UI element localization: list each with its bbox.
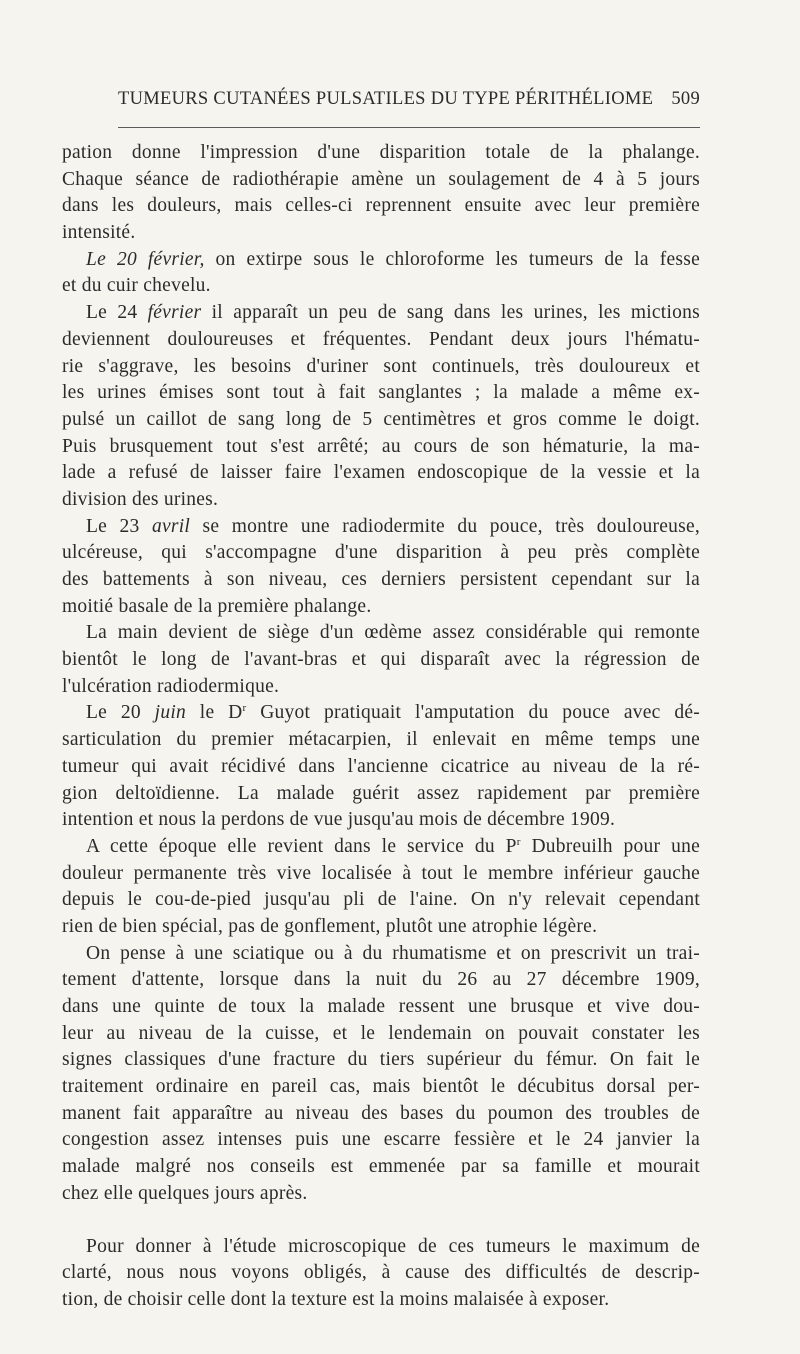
page-number: 509 [671, 89, 700, 109]
text-line [62, 167, 700, 194]
text-line [62, 1127, 700, 1154]
text-run: Pour donner à l'étude microscopique de ces tumeurs le maximum de [86, 1235, 700, 1257]
superscript: r [516, 835, 521, 848]
text-line [62, 300, 700, 327]
text-line [62, 1260, 700, 1287]
text-line [62, 193, 700, 220]
text-line [62, 460, 700, 487]
text-line [62, 567, 700, 594]
text-run: Le 24 [86, 302, 148, 324]
text-line [62, 1047, 700, 1074]
text-line [62, 1154, 700, 1181]
text-line [62, 1101, 700, 1128]
text-line [62, 1234, 700, 1261]
text-line [62, 700, 700, 727]
text-line [62, 247, 700, 274]
text-run: tement d'attente, lorsque dans la nuit du 26 au 27 décembre 1909, [62, 969, 700, 991]
text-run: A cette époque elle revient dans le service du P [86, 835, 517, 857]
text-run: rie s'aggrave, les besoins d'uriner sont continuels, très douloureux et [62, 355, 700, 377]
text-run: Le 23 [86, 515, 152, 537]
text-run: intensité. [62, 222, 136, 244]
text-run: chez elle quelques jours après. [62, 1182, 308, 1204]
header-rule [118, 127, 700, 128]
text-run: intention et nous la perdons de vue jusqu'au mois de décembre 1909. [62, 809, 616, 831]
italic-text: Le 20 février, [86, 248, 205, 270]
text-run: se montre une radiodermite du pouce, très douloureuse, [190, 515, 700, 537]
body-text [62, 140, 700, 1314]
text-run: Puis brusquement tout s'est arrêté; au cours de son hématurie, la ma- [62, 435, 700, 457]
text-run: l'ulcération radiodermique. [62, 675, 280, 697]
text-run: traitement ordinaire en pareil cas, mais bientôt le décubitus dorsal per- [62, 1076, 700, 1098]
text-run: tumeur qui avait récidivé dans l'ancienne cicatrice au niveau de la ré- [62, 755, 700, 777]
text-run: Chaque séance de radiothérapie amène un soulagement de 4 à 5 jours [62, 168, 700, 190]
text-line [62, 967, 700, 994]
text-run: des battements à son niveau, ces derniers persistent cependant sur la [62, 569, 700, 590]
text-line [62, 407, 700, 434]
text-run: malade malgré nos conseils est emmenée par sa famille et mourait [62, 1156, 700, 1178]
text-run: congestion assez intenses puis une escarre fessière et le 24 janvier la [62, 1129, 700, 1151]
text-run: On pense à une sciatique ou à du rhumatisme et on prescrivit un trai- [86, 942, 700, 964]
text-line [62, 834, 700, 861]
text-run: Le 20 [86, 702, 155, 724]
text-run: depuis le cou-de-pied jusqu'au pli de l'aine. On n'y relevait cependant [62, 889, 700, 911]
text-line [62, 887, 700, 914]
italic-text: avril [151, 515, 191, 537]
text-run: sarticulation du premier métacarpien, il enlevait en même temps une [62, 729, 700, 751]
text-run: on extirpe sous le chloroforme les tumeurs de la fesse [204, 248, 700, 270]
text-line [62, 514, 700, 541]
text-run: dans les douleurs, mais celles-ci reprennent ensuite avec leur première [62, 195, 700, 217]
italic-text: juin [154, 702, 186, 724]
text-run: rien de bien spécial, pas de gonflement, plutôt une atrophie légère. [62, 915, 598, 937]
text-run: dans une quinte de toux la malade ressent une brusque et vive dou- [62, 996, 700, 1017]
text-line [62, 487, 700, 514]
text-line [62, 647, 700, 674]
text-line [62, 994, 700, 1021]
text-run: Guyot pratiquait l'amputation du pouce avec dé- [246, 702, 701, 724]
text-line [62, 620, 700, 647]
text-line [62, 220, 700, 247]
text-line [62, 380, 700, 407]
text-line [62, 273, 700, 300]
text-run: les urines émises sont tout à fait sanglantes ; la malade a même ex- [62, 382, 700, 404]
text-run: division des urines. [62, 488, 219, 510]
text-line [62, 594, 700, 621]
text-run: Dubreuilh pour une [520, 835, 701, 857]
text-run: pulsé un caillot de sang long de 5 centimètres et gros comme le doigt. [62, 408, 700, 430]
text-run: moitié basale de la première phalange. [62, 595, 372, 617]
text-line [62, 327, 700, 354]
text-line [62, 727, 700, 754]
text-run: ulcéreuse, qui s'accompagne d'une disparition à peu près complète [62, 542, 700, 564]
text-run: deviennent douloureuses et fréquentes. Pendant deux jours l'hématu- [62, 328, 700, 350]
text-run: manent fait apparaître au niveau des bases du poumon des troubles de [62, 1102, 700, 1124]
text-run: tion, de choisir celle dont la texture est la moins malaisée à exposer. [62, 1288, 610, 1310]
superscript: r [242, 702, 247, 715]
text-run: clarté, nous nous voyons obligés, à cause des difficultés de descrip- [62, 1262, 700, 1284]
running-header [118, 89, 700, 115]
text-line [62, 807, 700, 834]
text-line [62, 781, 700, 808]
running-title: TUMEURS CUTANÉES PULSATILES DU TYPE PÉRITHÉLIOME [118, 89, 654, 109]
text-run: leur au niveau de la cuisse, et le lendemain on pouvait constater les [62, 1022, 700, 1044]
text-run: le D [186, 702, 243, 724]
text-run: pation donne l'impression d'une disparition totale de la phalange. [62, 142, 700, 163]
text-run: douleur permanente très vive localisée à tout le membre inférieur gauche [62, 862, 700, 884]
text-run: signes classiques d'une fracture du tiers supérieur du fémur. On fait le [62, 1049, 700, 1071]
text-run: et du cuir chevelu. [62, 275, 211, 297]
text-line [62, 140, 700, 167]
italic-text: février [147, 302, 202, 324]
text-line [62, 540, 700, 567]
text-line [62, 674, 700, 701]
text-line [62, 754, 700, 781]
text-run: il apparaît un peu de sang dans les urines, les mictions [201, 302, 700, 324]
text-line [62, 861, 700, 888]
text-line [62, 434, 700, 461]
text-line [62, 354, 700, 381]
text-run: gion deltoïdienne. La malade guérit assez rapidement par première [62, 782, 700, 804]
text-run: La main devient de siège d'un œdème assez considérable qui remonte [86, 622, 700, 644]
text-line [62, 1287, 700, 1314]
text-run: bientôt le long de l'avant-bras et qui disparaît avec la régression de [62, 649, 700, 671]
text-line [62, 941, 700, 968]
paragraph-gap [62, 1208, 700, 1234]
text-line [62, 1021, 700, 1048]
text-line [62, 1074, 700, 1101]
text-line [62, 1181, 700, 1208]
text-line [62, 914, 700, 941]
text-run: lade a refusé de laisser faire l'examen endoscopique de la vessie et la [62, 462, 700, 484]
